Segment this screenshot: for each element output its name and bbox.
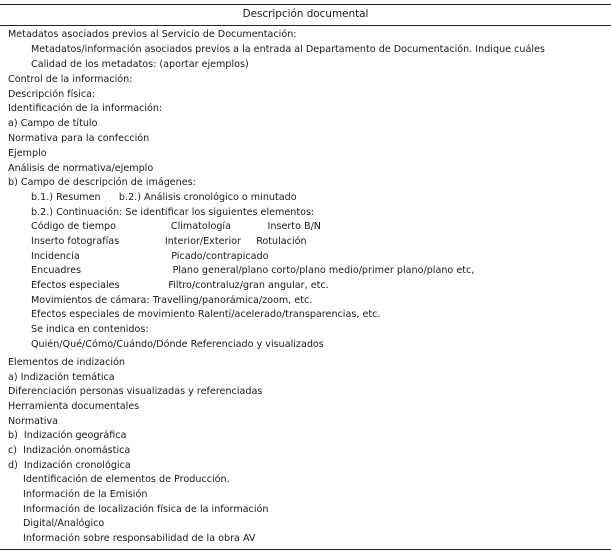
table-line: Efectos especiales Filtro/contraluz/gran angular, etc.	[31, 280, 329, 291]
table-line: Metadatos asociados previos al Servicio de Documentación:	[8, 29, 297, 40]
table-line: b) Indización geográfica	[8, 430, 127, 441]
table-line: b.1.) Resumen b.2.) Análisis cronológico o minutado	[31, 192, 297, 203]
table-line: b.2.) Continuación: Se identificar los siguientes elementos:	[31, 207, 315, 218]
table-line: a) Indización temática	[8, 372, 115, 383]
table-line: Control de la información:	[8, 74, 133, 85]
table-line: Diferenciación personas visualizadas y referenciadas	[8, 386, 263, 397]
table-line: Movimientos de cámara: Travelling/panorámica/zoom, etc.	[31, 295, 313, 306]
table-line: Efectos especiales de movimiento Ralentí/acelerado/transparencias, etc.	[31, 309, 381, 320]
table-line: Análisis de normativa/ejemplo	[8, 163, 154, 174]
table-line: c) Indización onomástica	[8, 445, 131, 456]
table-line: Herramienta documentales	[8, 401, 140, 412]
table-line: d) Indización cronológica	[8, 460, 131, 471]
table-line: b) Campo de descripción de imágenes:	[8, 177, 196, 188]
bottom-rule	[0, 549, 611, 550]
table-line: a) Campo de título	[8, 118, 98, 129]
table-line: Identificación de la información:	[8, 103, 163, 114]
table-line: Quién/Qué/Cómo/Cuándo/Dónde Referenciado y visualizados	[31, 339, 324, 350]
table-line: Incidencia Picado/contrapicado	[31, 251, 269, 262]
table-line: Información sobre responsabilidad de la obra AV	[23, 533, 256, 544]
table-line: Se indica en contenidos:	[31, 324, 149, 335]
table-line: Código de tiempo Climatología Inserto B/N	[31, 221, 321, 232]
table-line: Información de localización física de la información	[23, 504, 269, 515]
table-line: Encuadres Plano general/plano corto/plano medio/primer plano/plano etc,	[31, 265, 475, 276]
table-line: Ejemplo	[8, 148, 47, 159]
top-rule	[0, 4, 611, 5]
table-header: Descripción documental	[242, 8, 369, 20]
table-line: Normativa	[8, 416, 59, 427]
table-line: Elementos de indización	[8, 357, 125, 368]
table-line: Información de la Emisión	[23, 489, 148, 500]
table-line: Normativa para la confección	[8, 133, 150, 144]
header-rule	[0, 25, 611, 26]
table-line: Calidad de los metadatos: (aportar ejemplos)	[31, 59, 249, 70]
table-line: Metadatos/información asociados previos a la entrada al Departamento de Documentación. Indique cuáles	[31, 44, 545, 55]
table-line: Identificación de elementos de Producción.	[23, 474, 230, 485]
table-line: Descripción física:	[8, 89, 96, 100]
table-line: Inserto fotografías Interior/Exterior Rotulación	[31, 236, 307, 247]
table-line: Digital/Analógico	[23, 518, 105, 529]
